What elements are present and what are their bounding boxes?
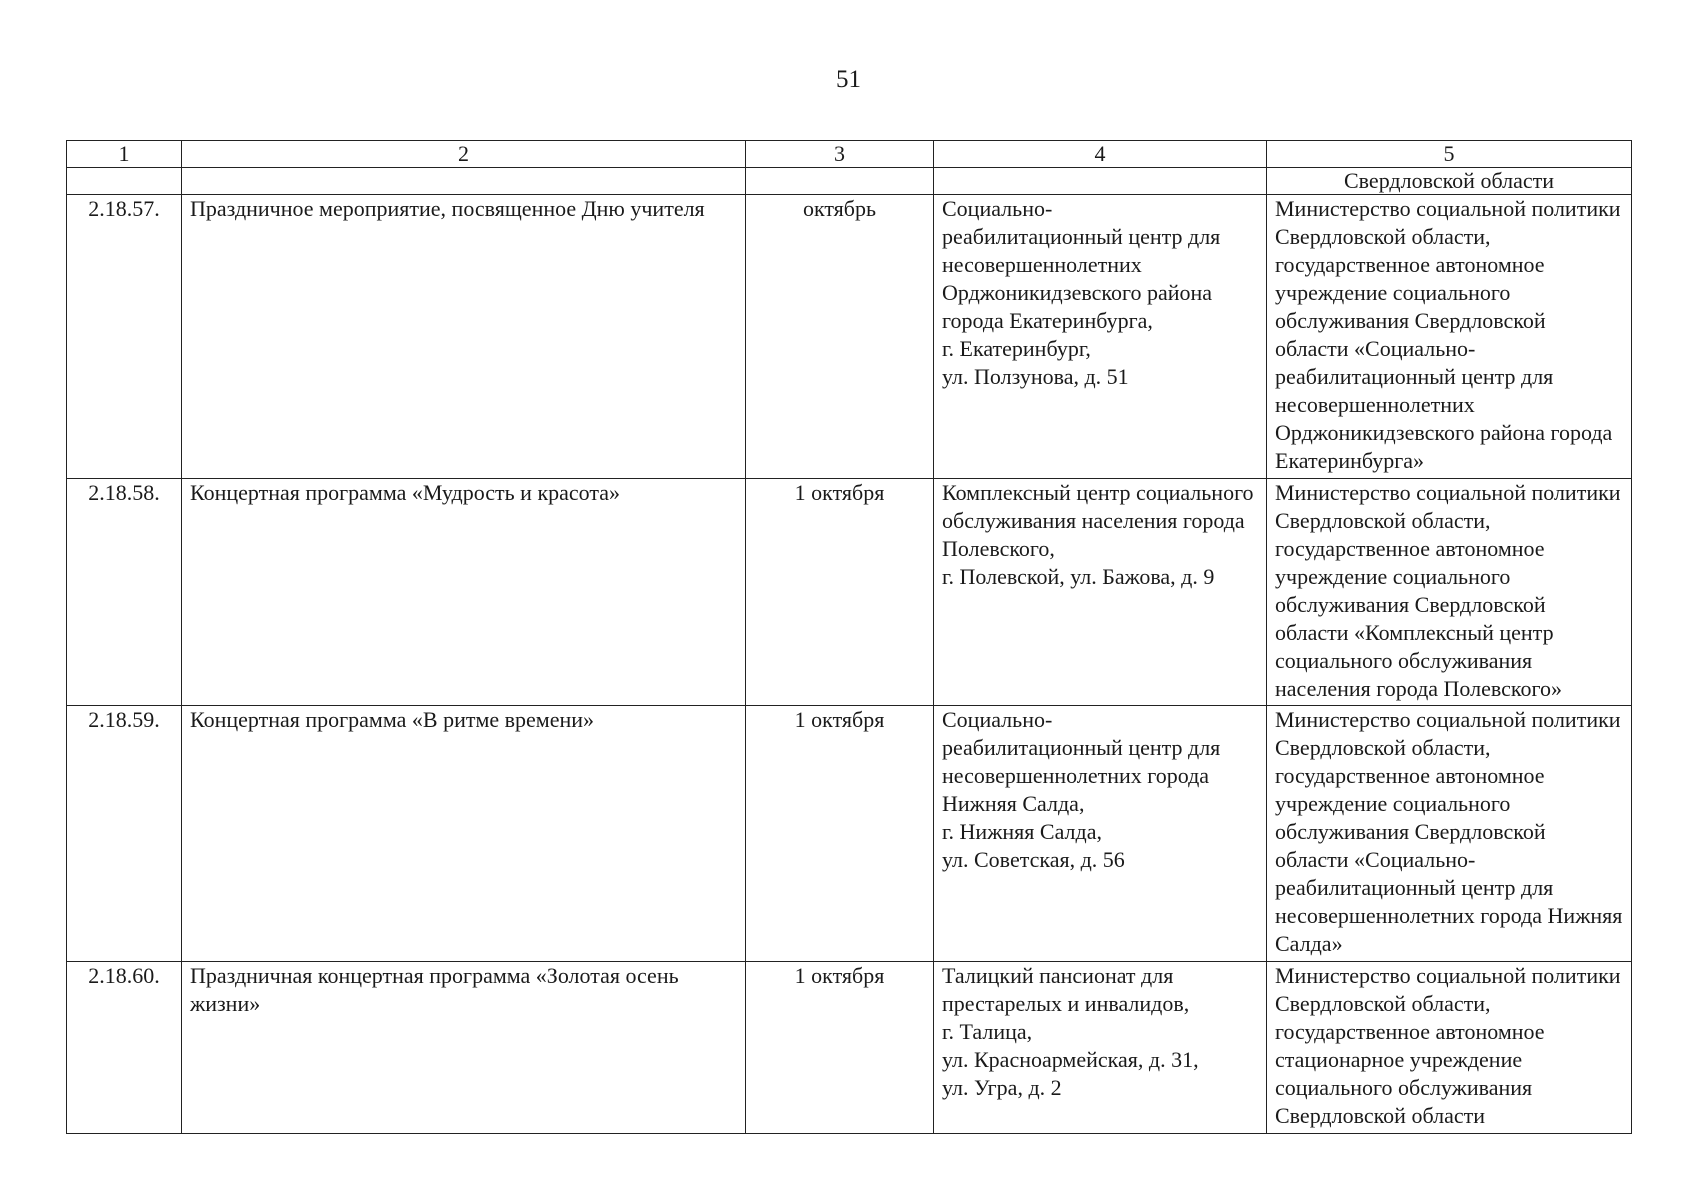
- event-name: Концертная программа «В ритме времени»: [182, 706, 746, 962]
- event-place: Талицкий пансионат для престарелых и инвалидов, г. Талица, ул. Красноармейская, д. 31, ул. Угра, д. 2: [934, 962, 1267, 1134]
- event-name: Праздничная концертная программа «Золотая осень жизни»: [182, 962, 746, 1134]
- event-place: Социально- реабилитационный центр для несовершеннолетних Орджоникидзевского района города Екатеринбурга, г. Екатеринбург, ул. Ползунова, д. 51: [934, 195, 1267, 479]
- continuation-cell: [934, 168, 1267, 195]
- item-number: 2.18.58.: [67, 479, 182, 706]
- column-number: 4: [934, 141, 1267, 168]
- event-organizer: Министерство социальной политики Свердловской области, государственное автономное стационарное учреждение социального обслуживания Свердловской области: [1267, 962, 1632, 1134]
- item-number: 2.18.59.: [67, 706, 182, 962]
- continuation-cell: [746, 168, 934, 195]
- event-date: 1 октября: [746, 479, 934, 706]
- event-name: Праздничное мероприятие, посвященное Дню учителя: [182, 195, 746, 479]
- item-number: 2.18.60.: [67, 962, 182, 1134]
- event-name: Концертная программа «Мудрость и красота»: [182, 479, 746, 706]
- event-place: Комплексный центр социального обслуживания населения города Полевского, г. Полевской, ул. Бажова, д. 9: [934, 479, 1267, 706]
- continuation-cell: [182, 168, 746, 195]
- continuation-cell: [67, 168, 182, 195]
- item-number: 2.18.57.: [67, 195, 182, 479]
- event-organizer: Министерство социальной политики Свердловской области, государственное автономное учреждение социального обслуживания Свердловской области «Социально- реабилитационный центр для несовершеннолетних Орджоникидзевского района города Екатеринбурга»: [1267, 195, 1632, 479]
- events-table: [66, 140, 1632, 1134]
- column-number-row: [67, 141, 1632, 168]
- event-organizer: Министерство социальной политики Свердловской области, государственное автономное учреждение социального обслуживания Свердловской области «Комплексный центр социального обслуживания населения города Полевского»: [1267, 479, 1632, 706]
- table-row: [67, 962, 1632, 1134]
- event-date: октябрь: [746, 195, 934, 479]
- event-place: Социально- реабилитационный центр для несовершеннолетних города Нижняя Салда, г. Нижняя Салда, ул. Советская, д. 56: [934, 706, 1267, 962]
- event-date: 1 октября: [746, 962, 934, 1134]
- column-number: 5: [1267, 141, 1632, 168]
- page-number: 51: [836, 66, 861, 93]
- column-number: 3: [746, 141, 934, 168]
- event-organizer: Министерство социальной политики Свердловской области, государственное автономное учреждение социального обслуживания Свердловской области «Социально- реабилитационный центр для несовершеннолетних города Нижняя Салда»: [1267, 706, 1632, 962]
- continuation-organizer: Свердловской области: [1267, 168, 1632, 195]
- table-row: [67, 479, 1632, 706]
- continuation-row: [67, 168, 1632, 195]
- event-date: 1 октября: [746, 706, 934, 962]
- column-number: 2: [182, 141, 746, 168]
- table-row: [67, 195, 1632, 479]
- column-number: 1: [67, 141, 182, 168]
- table-row: [67, 706, 1632, 962]
